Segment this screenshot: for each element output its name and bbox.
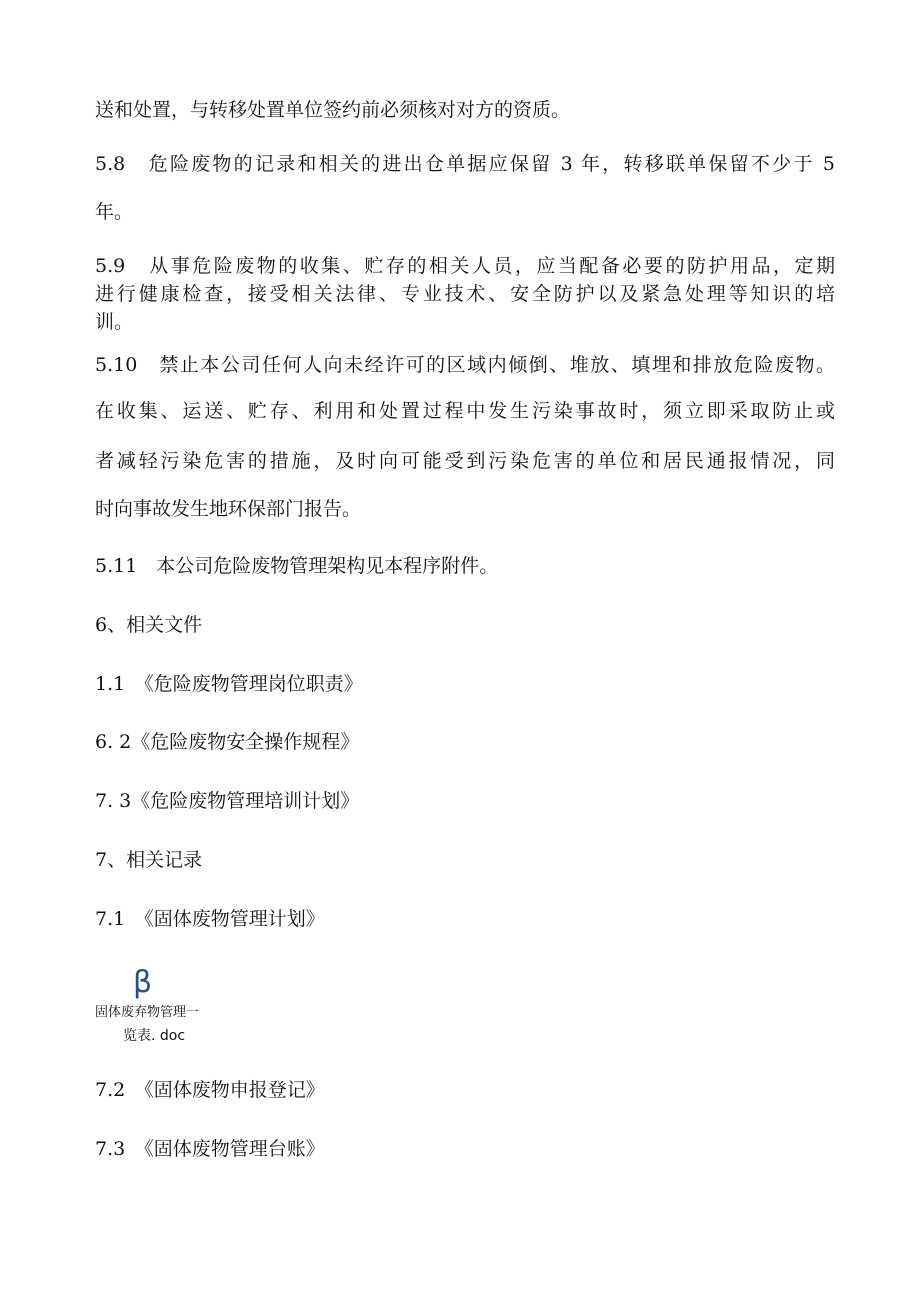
text-line: 在收集、运送、贮存、利用和处置过程中发生污染事故时，须立即采取防止或: [95, 400, 835, 422]
text-line: 1.1 《危险废物管理岗位职责》: [95, 673, 363, 695]
section-heading: 6、相关文件: [95, 614, 203, 636]
text-line: 年。: [95, 201, 134, 223]
attachment-filename-line1: 固体废弃物管理一: [95, 1005, 200, 1020]
text-line: 7.1 《固体废物管理计划》: [95, 908, 325, 930]
text-line: 5.8 危险废物的记录和相关的进出仓单据应保留 3 年，转移联单保留不少于 5: [95, 153, 835, 175]
text-line: 进行健康检查，接受相关法律、专业技术、安全防护以及紧急处理等知识的培: [95, 283, 835, 305]
text-line: 送和处置，与转移处置单位签约前必须核对对方的资质。: [95, 99, 571, 121]
document-icon: β: [133, 965, 153, 1000]
text-line: 者减轻污染危害的措施，及时向可能受到污染危害的单位和居民通报情况，同: [95, 450, 835, 472]
embedded-file-attachment[interactable]: [95, 965, 220, 1045]
attachment-filename-line2: 览表. doc: [123, 1028, 186, 1044]
text-line: 训。: [95, 311, 134, 333]
text-line: 7.3 《固体废物管理台账》: [95, 1138, 325, 1160]
text-line: 5.10 禁止本公司任何人向未经许可的区域内倾倒、堆放、填埋和排放危险废物。: [95, 354, 835, 376]
text-line: 7. 3《危险废物管理培训计划》: [95, 790, 360, 812]
section-heading: 7、相关记录: [95, 849, 203, 871]
text-line: 5.9 从事危险废物的收集、贮存的相关人员，应当配备必要的防护用品，定期: [95, 255, 835, 277]
text-line: 6. 2《危险废物安全操作规程》: [95, 731, 360, 753]
text-line: 7.2 《固体废物申报登记》: [95, 1079, 325, 1101]
text-line: 5.11 本公司危险废物管理架构见本程序附件。: [95, 555, 499, 577]
text-line: 时向事故发生地环保部门报告。: [95, 498, 362, 520]
